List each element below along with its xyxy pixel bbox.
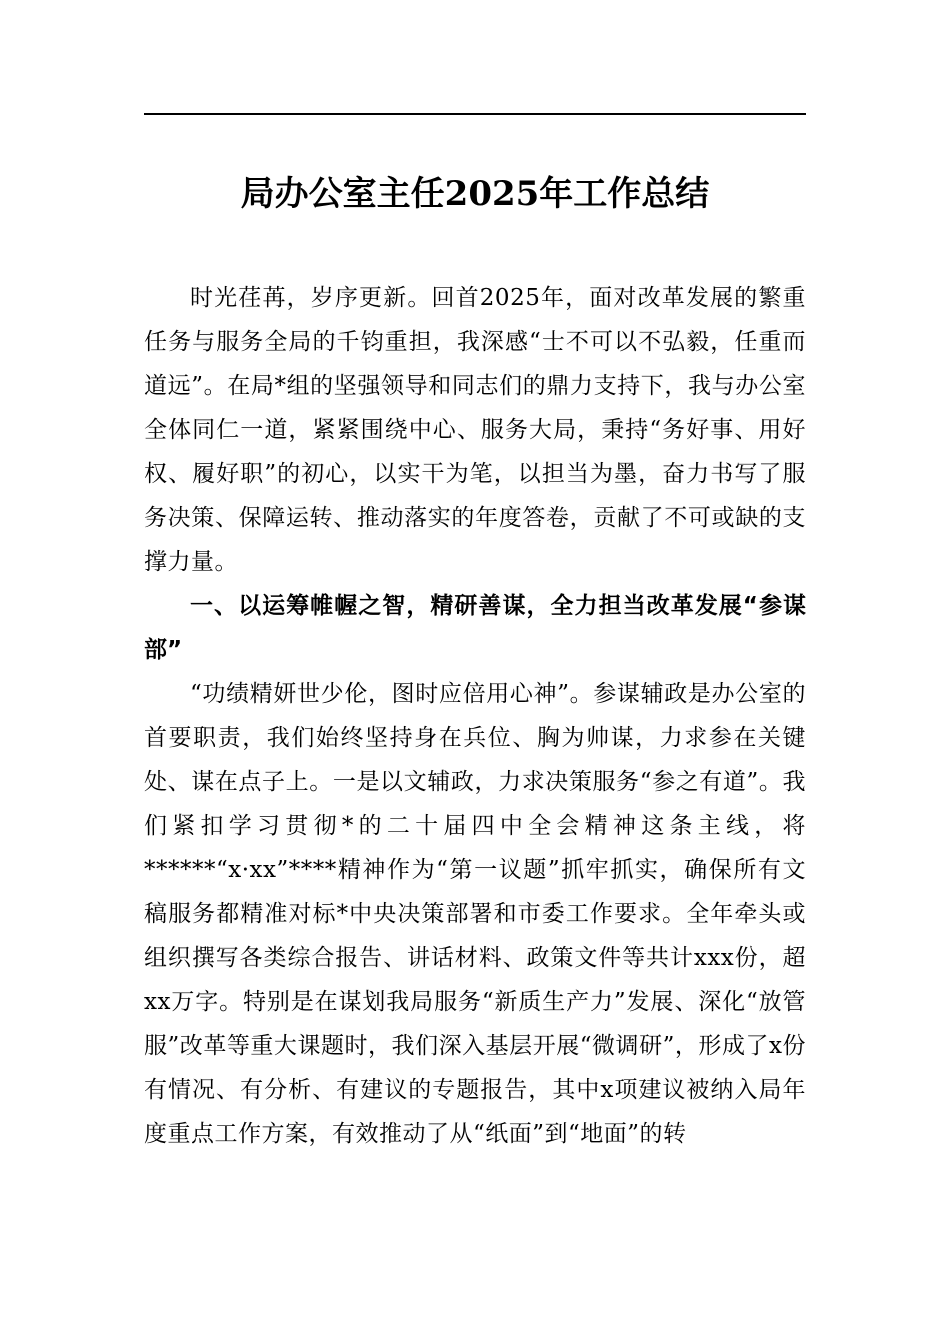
- intro-paragraph: 时光荏苒，岁序更新。回首2025年，面对改革发展的繁重任务与服务全局的千钧重担，我深感“士不可以不弘毅，任重而道远”。在局*组的坚强领导和同志们的鼎力支持下，我与办公室全体同仁一道，紧紧围绕中心、服务大局，秉持“务好事、用好权、履好职”的初心，以实干为笔，以担当为墨，奋力书写了服务决策、保障运转、推动落实的年度答卷，贡献了不可或缺的支撑力量。: [144, 285, 806, 575]
- section-1-paragraph: “功绩精妍世少伦，图时应倍用心神”。参谋辅政是办公室的首要职责，我们始终坚持身在兵位、胸为帅谋，力求参在关键处、谋在点子上。一是以文辅政，力求决策服务“参之有道”。我们紧扣学习贯彻*的二十届四中全会精神这条主线，将******“x·xx”****精神作为“第一议题”抓牢抓实，确保所有文稿服务都精准对标*中央决策部署和市委工作要求。全年牵头或组织撰写各类综合报告、讲话材料、政策文件等共计xxx份，超xx万字。特别是在谋划我局服务“新质生产力”发展、深化“放管服”改革等重大课题时，我们深入基层开展“微调研”，形成了x份有情况、有分析、有建议的专题报告，其中x项建议被纳入局年度重点工作方案，有效推动了从“纸面”到“地面”的转: [144, 681, 806, 1147]
- document-title: 局办公室主任2025年工作总结: [240, 174, 710, 214]
- section-heading-1: 一、以运筹帷幄之智，精研善谋，全力担当改革发展“参谋部”: [144, 593, 806, 663]
- document-body: [144, 276, 806, 1156]
- header-rule: [144, 113, 806, 115]
